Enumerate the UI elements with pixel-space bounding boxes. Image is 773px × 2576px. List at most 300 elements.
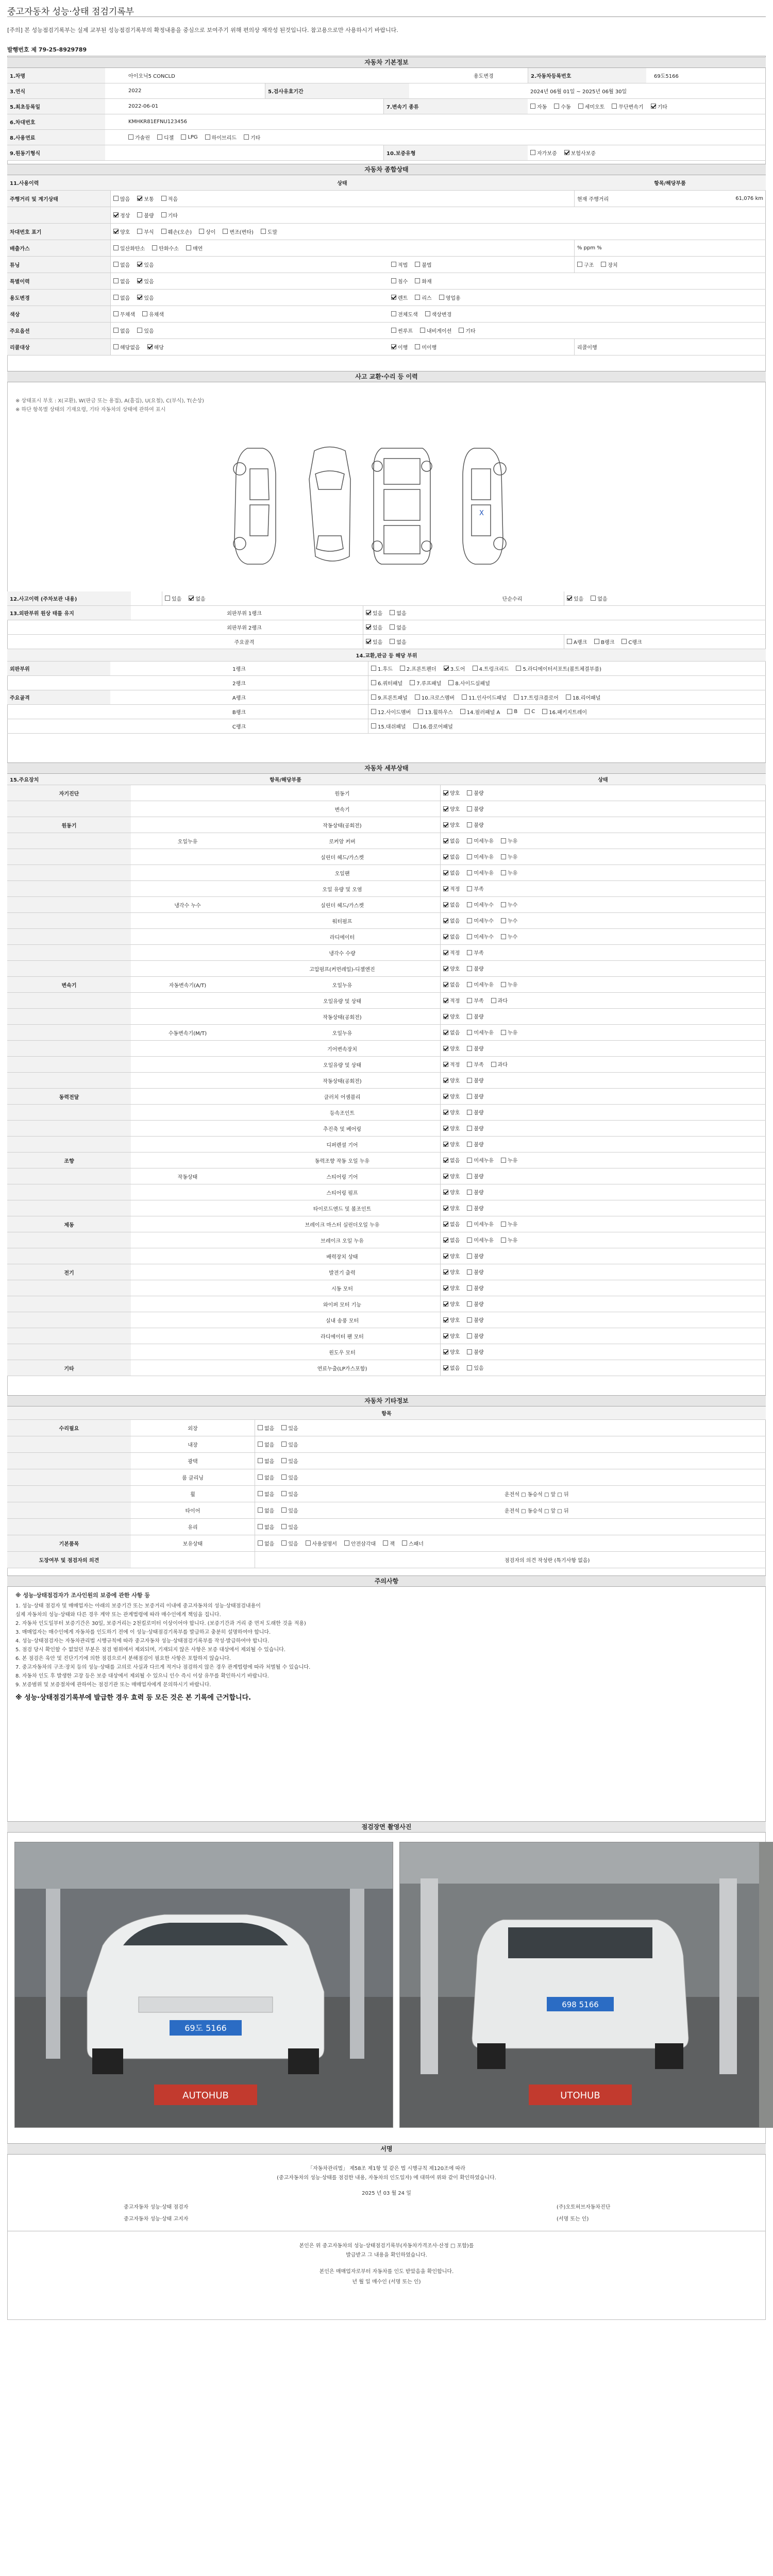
checkbox[interactable] (467, 934, 472, 939)
checkbox-option[interactable] (443, 1284, 460, 1292)
checkbox-option[interactable] (443, 1124, 460, 1132)
checkbox[interactable] (578, 104, 583, 109)
checkbox[interactable] (137, 328, 142, 333)
checkbox-option[interactable] (371, 722, 406, 730)
checkbox[interactable] (344, 1540, 349, 1546)
checkbox-option[interactable] (413, 722, 453, 730)
checkbox-option[interactable] (530, 103, 547, 110)
checkbox[interactable] (420, 328, 425, 333)
checkbox[interactable] (467, 1190, 472, 1195)
checkbox[interactable] (567, 639, 572, 644)
checkbox-option[interactable] (281, 1490, 298, 1498)
checkbox-option[interactable] (161, 211, 178, 219)
checkbox[interactable] (366, 624, 371, 630)
checkbox[interactable] (137, 295, 142, 300)
checkbox[interactable] (306, 1540, 311, 1546)
checkbox-option[interactable] (415, 693, 455, 701)
checkbox[interactable] (258, 1524, 263, 1529)
checkbox-option[interactable] (165, 595, 181, 602)
checkbox-option[interactable] (439, 294, 461, 301)
checkbox[interactable] (525, 709, 530, 714)
checkbox[interactable] (258, 1507, 263, 1513)
checkbox[interactable] (415, 278, 420, 283)
checkbox[interactable] (564, 150, 569, 155)
checkbox[interactable] (443, 822, 448, 827)
checkbox-option[interactable] (443, 1172, 460, 1180)
checkbox[interactable] (258, 1458, 263, 1463)
checkbox-option[interactable] (501, 837, 517, 844)
checkbox-option[interactable] (402, 1539, 424, 1547)
checkbox-option[interactable] (390, 638, 406, 646)
checkbox[interactable] (258, 1425, 263, 1430)
checkbox-option[interactable] (181, 134, 197, 140)
checkbox[interactable] (501, 1222, 506, 1227)
checkbox-option[interactable] (258, 1473, 274, 1481)
checkbox-option[interactable] (113, 310, 135, 318)
checkbox-option[interactable] (501, 901, 517, 908)
checkbox[interactable] (258, 1540, 263, 1546)
checkbox-option[interactable] (467, 1364, 483, 1371)
checkbox[interactable] (443, 1110, 448, 1115)
checkbox-option[interactable] (258, 1490, 274, 1498)
checkbox[interactable] (113, 278, 119, 283)
checkbox[interactable] (371, 709, 376, 714)
checkbox[interactable] (443, 1349, 448, 1354)
checkbox[interactable] (473, 666, 478, 671)
checkbox[interactable] (281, 1491, 287, 1496)
checkbox-option[interactable] (189, 595, 205, 602)
checkbox-option[interactable] (501, 869, 517, 876)
checkbox[interactable] (467, 1301, 472, 1307)
checkbox-option[interactable] (258, 1539, 274, 1547)
checkbox-option[interactable] (371, 708, 411, 716)
checkbox[interactable] (462, 694, 467, 700)
checkbox-option[interactable] (443, 917, 460, 924)
checkbox-option[interactable] (467, 1028, 494, 1036)
checkbox[interactable] (501, 982, 506, 987)
checkbox-option[interactable] (137, 195, 154, 202)
checkbox[interactable] (281, 1524, 287, 1529)
checkbox[interactable] (113, 344, 119, 349)
checkbox-option[interactable] (443, 1300, 460, 1308)
checkbox[interactable] (577, 262, 582, 267)
checkbox[interactable] (594, 639, 599, 644)
checkbox-option[interactable] (390, 623, 406, 631)
checkbox[interactable] (501, 918, 506, 923)
checkbox[interactable] (443, 950, 448, 955)
checkbox[interactable] (443, 838, 448, 843)
checkbox-option[interactable] (459, 327, 475, 334)
checkbox-option[interactable] (142, 310, 164, 318)
checkbox-option[interactable] (137, 294, 154, 301)
checkbox-option[interactable] (258, 1440, 274, 1448)
checkbox[interactable] (467, 1030, 472, 1035)
checkbox[interactable] (113, 212, 119, 217)
checkbox[interactable] (448, 680, 453, 685)
checkbox-option[interactable] (460, 708, 500, 716)
checkbox-option[interactable] (391, 310, 418, 318)
checkbox-option[interactable] (501, 1236, 517, 1244)
checkbox[interactable] (443, 1126, 448, 1131)
checkbox-option[interactable] (591, 595, 607, 602)
checkbox-option[interactable] (443, 885, 460, 892)
checkbox-option[interactable] (410, 679, 441, 687)
checkbox-option[interactable] (281, 1506, 298, 1514)
checkbox[interactable] (467, 886, 472, 891)
checkbox-option[interactable] (443, 1252, 460, 1260)
checkbox[interactable] (258, 1442, 263, 1447)
checkbox-option[interactable] (258, 1523, 274, 1531)
checkbox-option[interactable] (443, 853, 460, 860)
checkbox[interactable] (113, 295, 119, 300)
checkbox[interactable] (281, 1425, 287, 1430)
checkbox-option[interactable] (443, 1028, 460, 1036)
checkbox[interactable] (371, 666, 376, 671)
checkbox-option[interactable] (415, 294, 431, 301)
checkbox-option[interactable] (467, 1108, 483, 1116)
checkbox[interactable] (460, 709, 465, 714)
checkbox[interactable] (128, 134, 133, 140)
checkbox-option[interactable] (281, 1523, 298, 1531)
checkbox-option[interactable] (467, 964, 483, 972)
checkbox-option[interactable] (161, 195, 178, 202)
checkbox-option[interactable] (366, 638, 382, 646)
checkbox-option[interactable] (530, 149, 557, 157)
checkbox-option[interactable] (444, 665, 465, 672)
checkbox-option[interactable] (467, 996, 483, 1004)
checkbox-option[interactable] (443, 1316, 460, 1324)
checkbox-option[interactable] (390, 609, 406, 617)
checkbox-option[interactable] (443, 1108, 460, 1116)
checkbox-option[interactable] (443, 980, 460, 988)
checkbox[interactable] (467, 1317, 472, 1323)
checkbox[interactable] (443, 1174, 448, 1179)
checkbox-option[interactable] (443, 996, 460, 1004)
checkbox[interactable] (542, 709, 547, 714)
checkbox[interactable] (443, 1062, 448, 1067)
checkbox-option[interactable] (391, 327, 413, 334)
checkbox-option[interactable] (467, 885, 483, 892)
checkbox[interactable] (467, 1365, 472, 1370)
checkbox[interactable] (467, 982, 472, 987)
checkbox-option[interactable] (443, 933, 460, 940)
checkbox-option[interactable] (443, 1348, 460, 1355)
checkbox-option[interactable] (651, 103, 667, 110)
checkbox[interactable] (258, 1475, 263, 1480)
checkbox-option[interactable] (113, 244, 145, 252)
checkbox-option[interactable] (467, 869, 494, 876)
checkbox-option[interactable] (113, 211, 130, 219)
checkbox[interactable] (371, 680, 376, 685)
checkbox[interactable] (443, 902, 448, 907)
checkbox-option[interactable] (467, 1140, 483, 1148)
checkbox-option[interactable] (542, 708, 587, 716)
checkbox-option[interactable] (415, 343, 436, 351)
checkbox[interactable] (443, 1158, 448, 1163)
checkbox[interactable] (601, 262, 606, 267)
checkbox[interactable] (137, 212, 142, 217)
checkbox-option[interactable] (467, 933, 494, 940)
checkbox-option[interactable] (473, 665, 509, 672)
checkbox-option[interactable] (612, 103, 643, 110)
checkbox-option[interactable] (306, 1539, 337, 1547)
checkbox-option[interactable] (443, 1092, 460, 1100)
checkbox-option[interactable] (281, 1539, 298, 1547)
checkbox-option[interactable] (186, 244, 203, 252)
checkbox[interactable] (459, 328, 464, 333)
checkbox[interactable] (443, 1222, 448, 1227)
checkbox-option[interactable] (258, 1506, 274, 1514)
checkbox[interactable] (137, 262, 142, 267)
checkbox[interactable] (199, 229, 204, 234)
checkbox[interactable] (137, 229, 142, 234)
checkbox[interactable] (261, 229, 266, 234)
checkbox[interactable] (467, 1094, 472, 1099)
checkbox-option[interactable] (281, 1440, 298, 1448)
checkbox-option[interactable] (415, 261, 431, 268)
checkbox-option[interactable] (467, 917, 494, 924)
checkbox[interactable] (467, 1349, 472, 1354)
checkbox-option[interactable] (567, 638, 587, 646)
checkbox-option[interactable] (147, 343, 164, 351)
checkbox[interactable] (281, 1442, 287, 1447)
checkbox[interactable] (467, 854, 472, 859)
checkbox-option[interactable] (443, 1332, 460, 1340)
checkbox-option[interactable] (344, 1539, 376, 1547)
checkbox[interactable] (113, 311, 119, 316)
checkbox-option[interactable] (501, 917, 517, 924)
checkbox-option[interactable] (443, 1140, 460, 1148)
checkbox[interactable] (418, 709, 423, 714)
checkbox[interactable] (181, 134, 186, 140)
checkbox[interactable] (147, 344, 153, 349)
checkbox-option[interactable] (400, 665, 436, 672)
checkbox[interactable] (530, 104, 535, 109)
checkbox-option[interactable] (157, 133, 174, 141)
checkbox[interactable] (501, 854, 506, 859)
checkbox[interactable] (491, 998, 496, 1003)
checkbox-option[interactable] (467, 1300, 483, 1308)
checkbox-option[interactable] (501, 1156, 517, 1164)
checkbox[interactable] (516, 666, 521, 671)
checkbox[interactable] (467, 790, 472, 795)
checkbox-option[interactable] (443, 869, 460, 876)
checkbox[interactable] (443, 1078, 448, 1083)
checkbox[interactable] (161, 212, 166, 217)
checkbox[interactable] (501, 902, 506, 907)
checkbox[interactable] (467, 1062, 472, 1067)
checkbox[interactable] (467, 1222, 472, 1227)
checkbox-option[interactable] (467, 1332, 483, 1340)
checkbox-option[interactable] (467, 1156, 494, 1164)
checkbox[interactable] (165, 596, 170, 601)
checkbox-option[interactable] (443, 837, 460, 844)
checkbox[interactable] (366, 610, 371, 615)
checkbox[interactable] (554, 104, 559, 109)
checkbox[interactable] (443, 1285, 448, 1291)
checkbox[interactable] (443, 1333, 448, 1338)
checkbox-option[interactable] (507, 709, 517, 715)
checkbox[interactable] (501, 870, 506, 875)
checkbox[interactable] (205, 134, 210, 140)
checkbox[interactable] (651, 104, 656, 109)
checkbox[interactable] (467, 1269, 472, 1275)
checkbox[interactable] (371, 723, 376, 728)
checkbox[interactable] (591, 596, 596, 601)
checkbox-option[interactable] (467, 1092, 483, 1100)
checkbox[interactable] (390, 639, 395, 644)
checkbox[interactable] (467, 950, 472, 955)
checkbox-option[interactable] (501, 853, 517, 860)
checkbox-option[interactable] (223, 228, 253, 235)
checkbox[interactable] (383, 1540, 388, 1546)
checkbox[interactable] (467, 822, 472, 827)
checkbox[interactable] (507, 709, 512, 714)
checkbox-option[interactable] (281, 1457, 298, 1465)
checkbox[interactable] (244, 134, 249, 140)
checkbox[interactable] (501, 838, 506, 843)
checkbox[interactable] (425, 311, 430, 316)
checkbox[interactable] (113, 328, 119, 333)
checkbox[interactable] (113, 229, 119, 234)
checkbox[interactable] (467, 1046, 472, 1051)
checkbox[interactable] (281, 1540, 287, 1546)
checkbox-option[interactable] (467, 1204, 483, 1212)
checkbox-option[interactable] (371, 679, 402, 687)
checkbox-option[interactable] (467, 1220, 494, 1228)
checkbox[interactable] (281, 1475, 287, 1480)
checkbox-option[interactable] (161, 228, 192, 235)
checkbox[interactable] (467, 998, 472, 1003)
checkbox-option[interactable] (371, 693, 408, 701)
checkbox[interactable] (443, 790, 448, 795)
checkbox[interactable] (467, 1142, 472, 1147)
checkbox-option[interactable] (137, 277, 154, 285)
checkbox[interactable] (402, 1540, 407, 1546)
checkbox-option[interactable] (577, 261, 594, 268)
checkbox[interactable] (491, 1062, 496, 1067)
checkbox[interactable] (113, 262, 119, 267)
checkbox-option[interactable] (113, 261, 130, 268)
checkbox-option[interactable] (418, 708, 453, 716)
checkbox-option[interactable] (467, 1124, 483, 1132)
checkbox[interactable] (281, 1458, 287, 1463)
checkbox-option[interactable] (567, 595, 583, 602)
checkbox-option[interactable] (467, 805, 483, 812)
checkbox[interactable] (161, 196, 166, 201)
checkbox-option[interactable] (383, 1539, 395, 1547)
checkbox-option[interactable] (467, 853, 494, 860)
checkbox-option[interactable] (467, 837, 494, 844)
checkbox[interactable] (391, 262, 396, 267)
checkbox[interactable] (467, 870, 472, 875)
checkbox-option[interactable] (258, 1457, 274, 1465)
checkbox-option[interactable] (443, 1012, 460, 1020)
checkbox-option[interactable] (467, 901, 494, 908)
checkbox-option[interactable] (128, 133, 150, 141)
checkbox[interactable] (113, 245, 119, 250)
checkbox-option[interactable] (448, 679, 490, 687)
checkbox-option[interactable] (467, 948, 483, 956)
checkbox-option[interactable] (415, 277, 431, 285)
checkbox-option[interactable] (443, 1220, 460, 1228)
checkbox[interactable] (137, 278, 142, 283)
checkbox-option[interactable] (391, 261, 408, 268)
checkbox-option[interactable] (137, 261, 154, 268)
checkbox[interactable] (467, 1078, 472, 1083)
checkbox-option[interactable] (491, 1060, 508, 1068)
checkbox[interactable] (443, 982, 448, 987)
checkbox[interactable] (281, 1507, 287, 1513)
checkbox-option[interactable] (467, 1348, 483, 1355)
checkbox[interactable] (467, 902, 472, 907)
checkbox-option[interactable] (467, 1316, 483, 1324)
checkbox[interactable] (443, 1206, 448, 1211)
checkbox[interactable] (443, 1269, 448, 1275)
checkbox-option[interactable] (261, 228, 277, 235)
checkbox-option[interactable] (462, 693, 507, 701)
checkbox-option[interactable] (554, 103, 570, 110)
checkbox-option[interactable] (420, 327, 451, 334)
checkbox-option[interactable] (113, 195, 130, 202)
checkbox-option[interactable] (501, 980, 517, 988)
checkbox-option[interactable] (244, 133, 260, 141)
checkbox-option[interactable] (467, 980, 494, 988)
checkbox[interactable] (467, 966, 472, 971)
checkbox[interactable] (467, 838, 472, 843)
checkbox[interactable] (444, 666, 449, 671)
checkbox-option[interactable] (391, 277, 408, 285)
checkbox[interactable] (137, 196, 142, 201)
checkbox[interactable] (467, 918, 472, 923)
checkbox[interactable] (391, 328, 396, 333)
checkbox-option[interactable] (443, 1076, 460, 1084)
checkbox[interactable] (258, 1491, 263, 1496)
checkbox[interactable] (443, 1365, 448, 1370)
checkbox[interactable] (467, 806, 472, 811)
checkbox[interactable] (189, 596, 194, 601)
checkbox-option[interactable] (443, 1188, 460, 1196)
checkbox[interactable] (467, 1110, 472, 1115)
checkbox[interactable] (467, 1206, 472, 1211)
checkbox-option[interactable] (443, 1268, 460, 1276)
checkbox-option[interactable] (501, 933, 517, 940)
checkbox[interactable] (443, 918, 448, 923)
checkbox-option[interactable] (443, 1204, 460, 1212)
checkbox[interactable] (415, 262, 420, 267)
checkbox[interactable] (467, 1174, 472, 1179)
checkbox-option[interactable] (566, 693, 601, 701)
checkbox-option[interactable] (443, 1044, 460, 1052)
checkbox-option[interactable] (443, 789, 460, 796)
checkbox[interactable] (391, 344, 396, 349)
checkbox[interactable] (443, 886, 448, 891)
checkbox[interactable] (443, 1253, 448, 1259)
checkbox-option[interactable] (258, 1424, 274, 1432)
checkbox[interactable] (443, 1190, 448, 1195)
checkbox-option[interactable] (501, 1028, 517, 1036)
checkbox-option[interactable] (525, 709, 535, 715)
checkbox[interactable] (415, 344, 420, 349)
checkbox-option[interactable] (443, 821, 460, 828)
checkbox-option[interactable] (467, 1060, 483, 1068)
checkbox[interactable] (514, 694, 519, 700)
checkbox[interactable] (501, 1158, 506, 1163)
checkbox[interactable] (400, 666, 405, 671)
checkbox[interactable] (443, 998, 448, 1003)
checkbox[interactable] (413, 723, 418, 728)
checkbox-option[interactable] (443, 1060, 460, 1068)
